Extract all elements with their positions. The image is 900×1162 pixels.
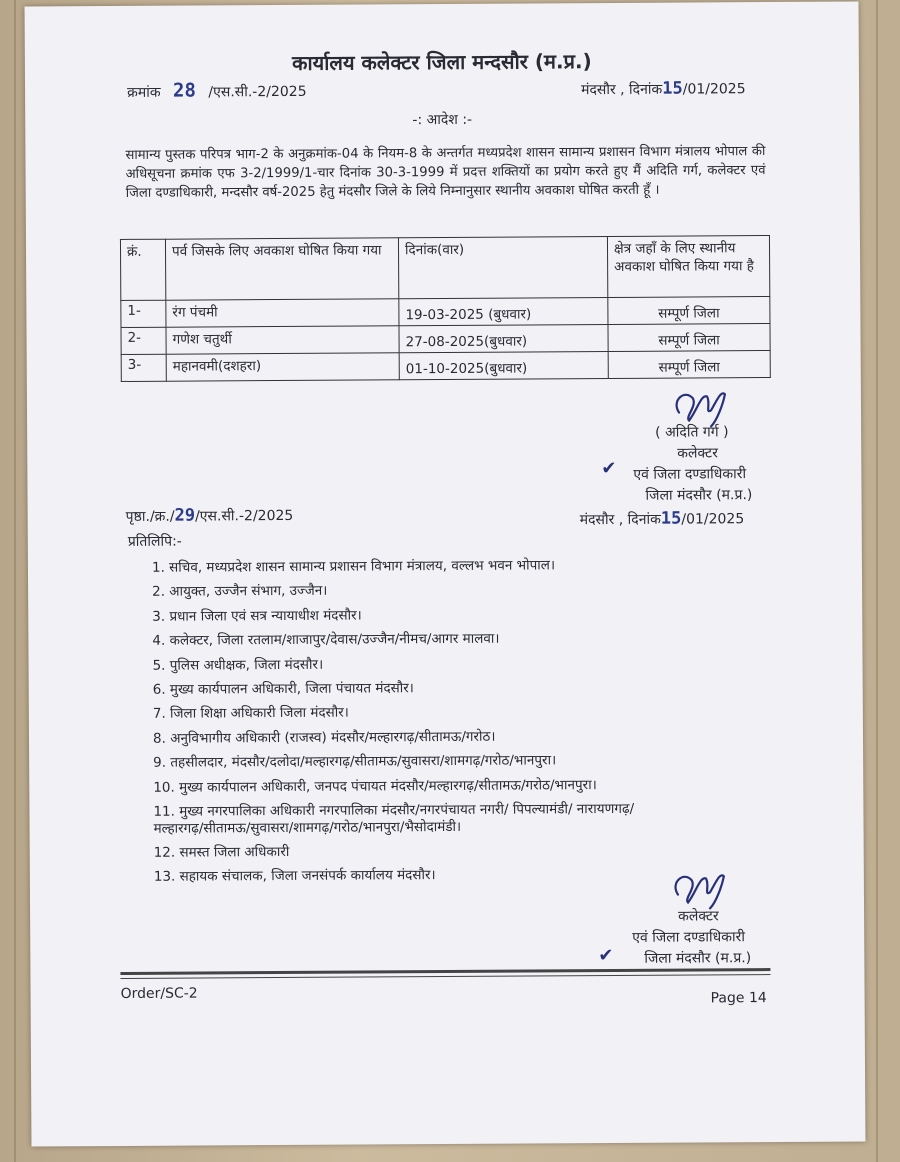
footer-page-number: Page 14 — [710, 990, 767, 1007]
cell-serial: 2- — [121, 327, 166, 354]
kramank-label: क्रमांक — [127, 84, 161, 101]
order-place-date — [581, 78, 746, 99]
list-item: 11. मुख्य नगरपालिका अधिकारी नगरपालिका मंदसौर/नगरपंचायत नगरी/ पिपल्यामंडी/ नारायणगढ़/ — [153, 800, 635, 820]
footer-divider-thin — [120, 974, 770, 979]
wood-grain — [14, 0, 16, 1162]
list-item: 10. मुख्य कार्यपालन अधिकारी, जनपद पंचायत मंदसौर/मल्हारगढ़/सीतामऊ/गरोठ/भानपुरा। — [153, 776, 597, 796]
wood-grain — [876, 0, 878, 1162]
copy-list — [152, 555, 635, 892]
col-header-festival: पर्व जिसके लिए अवकाश घोषित किया गया — [165, 238, 398, 300]
endorsement-suffix: /एस.सी.-2/2025 — [195, 507, 294, 525]
col-header-area: क्षेत्र जहाँ के लिए स्थानीय अवकाश घोषित किया गया है — [607, 236, 769, 298]
initial-mark-icon: ✔ — [598, 944, 614, 967]
list-item: 4. कलेक्टर, जिला रतलाम/शाजापुर/देवास/उज्जैन/नीमच/आगर मालवा। — [152, 630, 500, 649]
list-item: 8. अनुविभागीय अधिकारी (राजस्व) मंदसौर/मल्हारगढ़/सीतामऊ/गरोठ। — [152, 728, 496, 747]
list-item: 12. समस्त जिला अधिकारी — [153, 843, 290, 861]
endorsement-number — [126, 505, 294, 526]
cell-area: सम्पूर्ण जिला — [608, 297, 770, 325]
endorsement-date-label: मंदसौर , दिनांक — [579, 511, 661, 529]
list-item: 2. आयुक्त, उज्जैन संभाग, उज्जैन। — [152, 583, 328, 601]
copy-label: प्रतिलिपि:- — [127, 533, 182, 550]
endorsement-date-day: 15 — [660, 508, 682, 529]
date-day: 15 — [662, 78, 683, 99]
initial-mark-icon: ✔ — [601, 457, 617, 480]
order-number — [127, 79, 307, 102]
cell-area: सम्पूर्ण जिला — [608, 324, 770, 352]
endorsement-prefix: पृष्ठा./क्र./ — [125, 508, 175, 525]
list-item: 1. सचिव, मध्यप्रदेश शासन सामान्य प्रशासन विभाग मंत्रालय, वल्लभ भवन भोपाल। — [151, 557, 556, 576]
endorsement-number-value: 29 — [174, 505, 196, 526]
kramank-suffix: /एस.सी.-2/2025 — [208, 83, 307, 101]
list-item: 6. मुख्य कार्यपालन अधिकारी, जिला पंचायत मंदसौर। — [152, 680, 414, 698]
table-row — [121, 324, 770, 355]
date-rest: /01/2025 — [682, 81, 746, 98]
col-header-date: दिनांक(वार) — [398, 237, 607, 299]
cell-festival: महानवमी(दशहरा) — [166, 353, 399, 381]
signatory-district: जिला मंदसौर (म.प्र.) — [645, 487, 753, 504]
table-row — [121, 297, 770, 328]
signatory-2-district: जिला मंदसौर (म.प्र.) — [644, 950, 752, 967]
list-item: 13. सहायक संचालक, जिला जनसंपर्क कार्यालय मंदसौर। — [153, 867, 436, 886]
cell-serial: 1- — [121, 300, 166, 327]
cell-date: 19-03-2025 (बुधवार) — [399, 298, 608, 326]
order-heading: -: आदेश :- — [412, 111, 473, 129]
table-header-row — [120, 236, 769, 301]
list-item: 5. पुलिस अधीक्षक, जिला मंदसौर। — [152, 656, 324, 674]
document-page — [25, 1, 866, 1146]
list-item: 9. तहसीलदार, मंदसौर/दलोदा/मल्हारगढ़/सीतामऊ/सुवासरा/शामगढ़/गरोठ/भानपुरा। — [153, 752, 557, 771]
handwritten-signature-2 — [666, 862, 736, 912]
kramank-number: 28 — [172, 79, 196, 102]
order-body-paragraph: सामान्य पुस्तक परिपत्र भाग-2 के अनुक्रमांक-04 के नियम-8 के अन्तर्गत मध्यप्रदेश शासन सामान्य प्रशासन विभाग मंत्रालय भोपाल की अधिसूचना क्रमांक एफ 3-2/1999/1-चार दिनांक 30-3-1999 में प्रदत्त शक्तियों का प्रयोग करते हुए मैं अदिति गर्ग, कलेक्टर एवं जिला दण्डाधिकारी, मन्दसौर वर्ष-2025 हेतु मंदसौर जिले के लिये निम्नानुसार स्थानीय अवकाश घोषित करती हूँ । — [125, 144, 766, 201]
cell-date: 27-08-2025(बुधवार) — [399, 324, 608, 352]
list-item: 3. प्रधान जिला एवं सत्र न्यायाधीश मंदसौर। — [152, 607, 362, 625]
signatory-designation-2: एवं जिला दण्डाधिकारी — [633, 466, 747, 483]
place-date-label: मंदसौर , दिनांक — [580, 81, 663, 99]
list-item-continuation: मल्हारगढ़/सीतामऊ/सुवासरा/शामगढ़/गरोठ/भानपुरा/भैसोदामंडी। — [153, 818, 462, 837]
signatory-designation: कलेक्टर — [677, 445, 718, 462]
endorsement-date-rest: /01/2025 — [681, 511, 745, 528]
signatory-2-designation: कलेक्टर — [678, 908, 719, 925]
endorsement-place-date — [580, 508, 745, 529]
office-title: कार्यालय कलेक्टर जिला मन्दसौर (म.प्र.) — [291, 49, 592, 75]
cell-area: सम्पूर्ण जिला — [608, 351, 770, 379]
holiday-table — [120, 235, 771, 382]
cell-festival: गणेश चतुर्थी — [166, 326, 399, 354]
signatory-2-designation-2: एवं जिला दण्डाधिकारी — [632, 929, 746, 946]
cell-serial: 3- — [121, 354, 166, 381]
signatory-name: ( अदिति गर्ग ) — [655, 424, 729, 441]
col-header-serial: क्रं. — [120, 239, 165, 300]
footer-order-ref: Order/SC-2 — [120, 985, 198, 1002]
list-item: 7. जिला शिक्षा अधिकारी जिला मंदसौर। — [152, 704, 349, 723]
cell-festival: रंग पंचमी — [166, 299, 399, 327]
cell-date: 01-10-2025(बुधवार) — [399, 351, 608, 379]
table-row — [121, 351, 770, 382]
